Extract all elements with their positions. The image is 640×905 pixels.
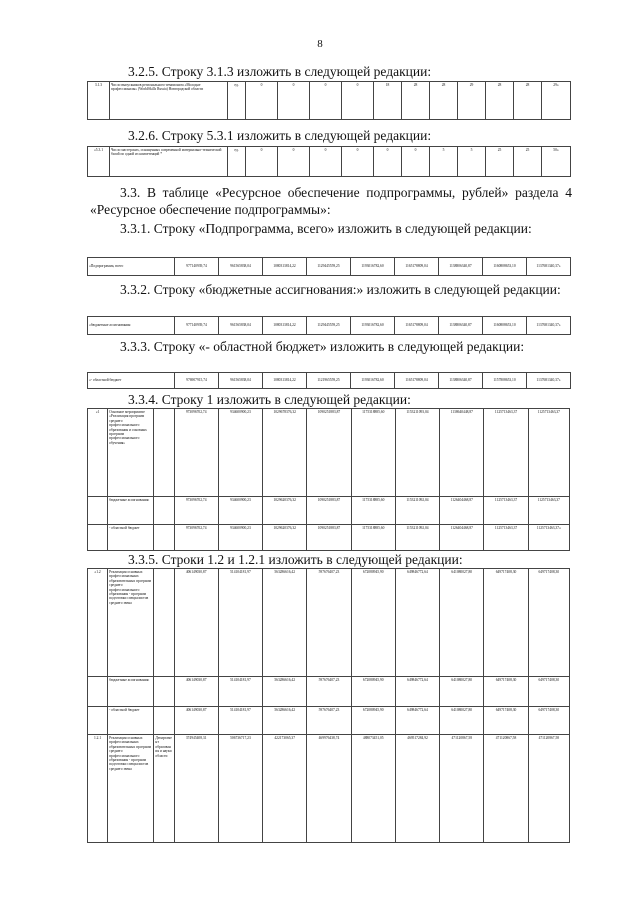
table-cell: 471120867,58 (484, 735, 528, 843)
section-3-3-2-text: 3.3.2. Строку «бюджетные ассигнования:» изложить в следующей редакции: (120, 282, 561, 297)
table-cell: 977140939,74 (175, 317, 219, 335)
table-cell: 1125713463,37 (484, 525, 528, 551)
table-cell: 1137681340,37» (527, 258, 571, 276)
table-cell: бюджетные ассигнования: (108, 497, 154, 525)
table-cell (154, 569, 174, 677)
table-cell: ед. (228, 82, 246, 120)
table-cell: 0 (342, 147, 374, 177)
table-cell: 1.2.1 (88, 735, 108, 843)
table-cell: бюджетные ассигнования: (108, 677, 154, 707)
table-cell: 0 (310, 82, 342, 120)
table-cell: 1080313814,22 (263, 317, 307, 335)
table-cell (88, 497, 108, 525)
table-cell: 961565838,04 (219, 373, 263, 389)
table-row (88, 525, 570, 551)
table-cell: 597676407,23 (307, 677, 351, 707)
table-3-3-3 (87, 372, 571, 389)
table-cell: 0 (402, 147, 430, 177)
table-cell: 649846772,64 (395, 569, 439, 677)
section-3-3-3-text: 3.3.3. Строку «- областной бюджет» изложить в следующей редакции: (120, 339, 525, 354)
table-cell: 649717408,30 (484, 569, 528, 677)
table-cell: 0 (246, 82, 278, 120)
table-cell: 29» (542, 82, 571, 120)
table-cell (154, 677, 174, 707)
table-cell: 973096702,74 (174, 525, 218, 551)
table-cell: 1029678376,32 (263, 409, 307, 497)
table-row (88, 409, 570, 497)
table-cell: Реализация основных профессиональных образовательных программ среднего профессионального образования - программ подготовки специалистов среднего звена (108, 735, 154, 843)
table-cell: 1029620376,32 (263, 525, 307, 551)
table-cell: 961565838,04 (219, 258, 263, 276)
table-cell (88, 525, 108, 551)
table-row (88, 497, 570, 525)
table-cell: 934600900,23 (218, 525, 262, 551)
table-cell: 514104181,97 (218, 677, 262, 707)
section-3-3-4-heading: 3.3.4. Строку 1 изложить в следующей редакции: (128, 392, 411, 407)
table-cell: 28 (514, 82, 542, 120)
table-cell: - областной бюджет (108, 525, 154, 551)
table-cell: 1090251883,87 (307, 497, 351, 525)
table-cell: 1160808653,10 (483, 258, 527, 276)
section-3-2-5-heading: 3.2.5. Строку 3.1.3 изложить в следующей редакции: (128, 64, 432, 79)
table-cell: 28 (402, 82, 430, 120)
table-cell: 1138806340,87 (439, 317, 483, 335)
table-cell: 649717408,30 (528, 707, 569, 735)
table-cell: 1090251883,87 (307, 409, 351, 497)
table-cell: 514104181,97 (218, 569, 262, 677)
table-row (88, 258, 571, 276)
table-row (88, 82, 571, 120)
section-3-2-6-heading: 3.2.6. Строку 5.3.1 изложить в следующей редакции: (128, 128, 432, 143)
table-row (88, 373, 571, 389)
table-cell: 514104181,97 (218, 707, 262, 735)
table-cell: 1165178809,04 (395, 373, 439, 389)
table-cell (154, 525, 174, 551)
table-cell: 0 (374, 147, 402, 177)
table-cell: 641080027,80 (440, 569, 484, 677)
table-cell: 1138640448,87 (440, 409, 484, 497)
table-cell: 5 (430, 147, 458, 177)
table-cell: 563286616,42 (263, 707, 307, 735)
table-row (88, 569, 570, 677)
table-3-3-2 (87, 316, 571, 335)
table-cell: «- областной бюджет (88, 373, 175, 389)
table-cell: 1138806340,87 (439, 258, 483, 276)
table-cell: 649717408,30 (484, 707, 528, 735)
table-cell: Реализация основных профессиональных образовательных программ среднего профессионального образования - программ подготовки специалистов среднего звена (108, 569, 154, 677)
table-cell: 3.1.3 (88, 82, 110, 120)
table-cell: 649846772,64 (395, 677, 439, 707)
table-cell: 1125713463,37» (528, 525, 569, 551)
table-cell: 1029620376,32 (263, 497, 307, 525)
table-3-3-4 (87, 408, 570, 551)
table-cell: 406149030,87 (174, 677, 218, 707)
table-cell: 1125713463,37 (484, 497, 528, 525)
table-cell: 649717408,30 (528, 677, 569, 707)
table-cell: Департамент образования и науки области (154, 735, 174, 843)
table-cell: 1165178809,04 (395, 258, 439, 276)
table-cell: 934600900,23 (218, 409, 262, 497)
table-cell: 1137681340,37» (527, 317, 571, 335)
table-cell: 0 (246, 147, 278, 177)
table-cell: 25 (514, 147, 542, 177)
table-cell: 471120867,58 (440, 735, 484, 843)
table-cell: 934600900,23 (218, 497, 262, 525)
table-cell: 1121965559,25 (307, 373, 351, 389)
table-cell: 1090251883,87 (307, 525, 351, 551)
table-cell: 0 (342, 82, 374, 120)
table-cell: 0 (310, 147, 342, 177)
table-cell: Число мастерских, оснащенных современной материально-технической базой по одной из компетенций * (110, 147, 228, 177)
table-cell: 597676407,23 (307, 707, 351, 735)
table-cell: 25 (486, 147, 514, 177)
table-cell: 5 (458, 147, 486, 177)
table-cell: ед. (228, 147, 246, 177)
table-cell: - областной бюджет (108, 707, 154, 735)
table-cell: 1129445559,25 (307, 317, 351, 335)
table-cell: 641080027,80 (440, 707, 484, 735)
table-cell: 973096702,74 (174, 497, 218, 525)
table-cell: 1126404468,87 (440, 497, 484, 525)
table-cell: 1125713463,37 (484, 409, 528, 497)
table-cell: 1153211092,04 (395, 525, 439, 551)
page-number: 8 (317, 38, 323, 50)
table-cell: Основное мероприятие «Реализация программ среднего профессионального образования и основных программ профессионального обучения» (108, 409, 154, 497)
table-cell: 1080313814,22 (263, 258, 307, 276)
section-3-3-5-heading: 3.3.5. Строки 1.2 и 1.2.1 изложить в следующей редакции: (128, 552, 463, 567)
table-cell: 672080945,90 (351, 569, 395, 677)
table-cell: 1125713463,37 (528, 497, 569, 525)
table-cell (154, 497, 174, 525)
table-cell: 649717408,30 (484, 677, 528, 707)
table-cell: 1165178809,04 (395, 317, 439, 335)
table-cell: 1153211093,04 (395, 409, 439, 497)
table-cell: 977140939,74 (175, 258, 219, 276)
table-cell (154, 707, 174, 735)
table-cell: 1175318885,60 (351, 409, 395, 497)
table-cell: 1125713463,37 (528, 409, 569, 497)
table-cell: 50» (542, 147, 571, 177)
table-cell: 1137681340,37» (527, 373, 571, 389)
table-cell: 1175318885,60 (351, 497, 395, 525)
table-cell: 506736717,23 (218, 735, 262, 843)
table-cell: 18 (374, 82, 402, 120)
table-cell: 649846772,64 (395, 707, 439, 735)
table-cell: 961565838,04 (219, 317, 263, 335)
table-row (88, 677, 570, 707)
table-cell: 1160808653,10 (483, 317, 527, 335)
table-cell: 374945408,31 (174, 735, 218, 843)
table-cell: 28 (486, 82, 514, 120)
table-cell: 488073451,05 (351, 735, 395, 843)
table-3-2-6 (87, 146, 571, 177)
table-cell: 28 (430, 82, 458, 120)
table-cell: 406149030,87 (174, 707, 218, 735)
table-cell: «1 (88, 409, 108, 497)
table-row (88, 735, 570, 843)
table-cell: 1193016782,60 (351, 258, 395, 276)
table-cell: 672080945,90 (351, 677, 395, 707)
table-row (88, 317, 571, 335)
table-cell (88, 707, 108, 735)
table-cell: 1126404468,87 (440, 525, 484, 551)
table-cell: 976907915,74 (175, 373, 219, 389)
table-cell: 563286616,42 (263, 569, 307, 677)
table-3-3-5 (87, 568, 570, 843)
table-cell: 1080313814,22 (263, 373, 307, 389)
table-cell: 469976438,74 (307, 735, 351, 843)
table-cell: 422173065,37 (263, 735, 307, 843)
table-cell: 1138806340,87 (439, 373, 483, 389)
table-cell: 649717408,30 (528, 569, 569, 677)
table-cell: 672080945,90 (351, 707, 395, 735)
table-cell: 973096702,74 (174, 409, 218, 497)
table-cell: 1193016782,60 (351, 373, 395, 389)
table-cell: «1.2 (88, 569, 108, 677)
table-cell: 1175318885,60 (351, 525, 395, 551)
table-cell: 1157808653,10 (483, 373, 527, 389)
table-cell: 471120867,58 (528, 735, 569, 843)
table-cell: 469517284,92 (395, 735, 439, 843)
table-cell: «5.3.1 (88, 147, 110, 177)
table-row (88, 147, 571, 177)
table-cell (154, 409, 174, 497)
table-3-3-1 (87, 257, 571, 276)
table-3-2-5 (87, 81, 571, 120)
table-cell: 0 (278, 147, 310, 177)
table-cell: 0 (278, 82, 310, 120)
table-cell: 1129445559,25 (307, 258, 351, 276)
table-cell (88, 677, 108, 707)
table-cell: 1193016782,60 (351, 317, 395, 335)
table-cell: 1153211092,04 (395, 497, 439, 525)
table-cell: Число выпускников регионального чемпионата «Молодые профессионалы» (WorldSkills Russia) Новгородской области (110, 82, 228, 120)
table-cell: 641080027,80 (440, 677, 484, 707)
table-cell: 563286616,42 (263, 677, 307, 707)
table-cell: «бюджетные ассигнования: (88, 317, 175, 335)
section-3-3-text: 3.3. В таблице «Ресурсное обеспечение подпрограммы, рублей» раздела 4 «Ресурсное обеспечение подпрограммы»: (90, 185, 572, 217)
table-row (88, 707, 570, 735)
table-cell: «Подпрограмма, всего (88, 258, 175, 276)
table-cell: 597676407,23 (307, 569, 351, 677)
table-cell: 406149030,87 (174, 569, 218, 677)
section-3-3-1-text: 3.3.1. Строку «Подпрограмма, всего» изложить в следующей редакции: (120, 221, 532, 236)
table-cell: 29 (458, 82, 486, 120)
